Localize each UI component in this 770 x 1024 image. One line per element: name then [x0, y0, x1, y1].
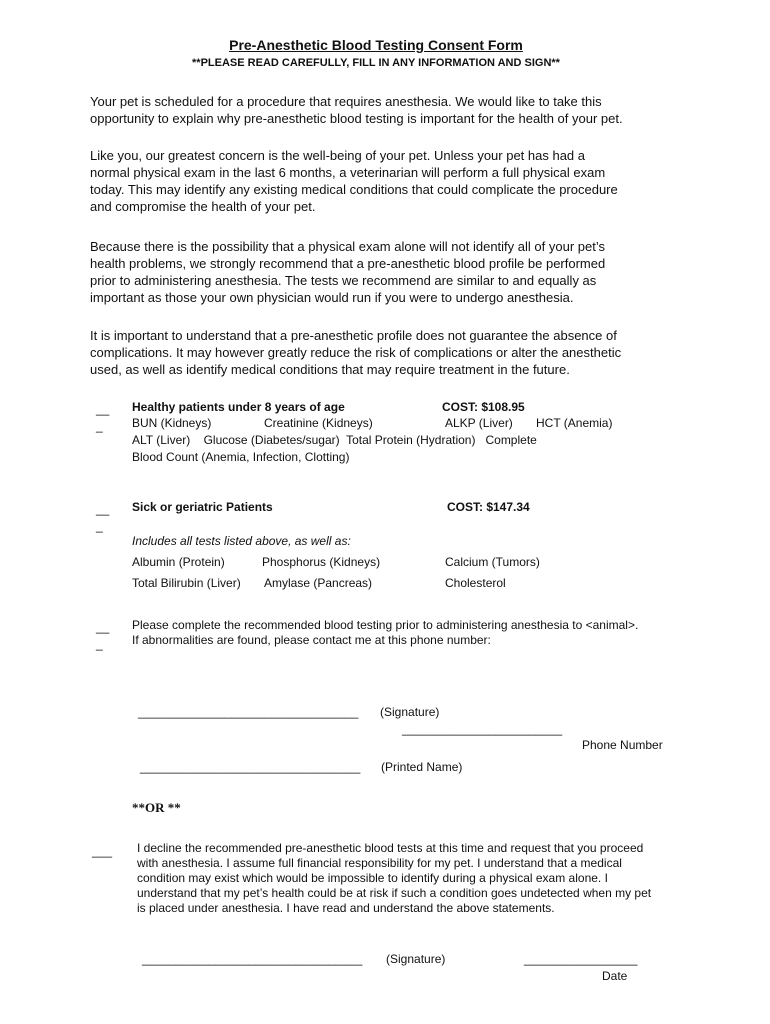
option-sick-cost: COST: $147.34: [447, 500, 530, 514]
test-alkp: ALKP (Liver): [445, 416, 513, 430]
date-line[interactable]: _________________: [524, 952, 638, 966]
signature-line[interactable]: _________________________________: [138, 705, 359, 719]
option-healthy-checkbox[interactable]: __ _: [96, 402, 110, 433]
decline-statement: I decline the recommended pre-anesthetic blood tests at this time and request that you proceed with anesthesia. I assume full financial responsibility for my pet. I understand that a medical condition may exist which would be impossible to identify during a physical exam alone. I understand that my pet’s health could be at risk if such a condition goes undetected when my pet is placed under anesthesia. I have read and understand the above statements.: [137, 841, 652, 915]
tests-line-2: ALT (Liver) Glucose (Diabetes/sugar) Total Protein (Hydration) Complete: [132, 433, 537, 447]
decline-signature-line[interactable]: _________________________________: [142, 952, 363, 966]
paragraph-intro: Your pet is scheduled for a procedure that requires anesthesia. We would like to take this opportunity to explain why pre-anesthetic blood testing is important for the health of your pet.: [90, 94, 623, 126]
test-bun: BUN (Kidneys): [132, 416, 212, 430]
paragraph-concern: Like you, our greatest concern is the well-being of your pet. Unless your pet has had a normal physical exam in the last 6 months, a veterinarian will perform a full physical exam today. This may identify any existing medical conditions that could complicate the procedure and compromise the health of your pet.: [90, 148, 618, 214]
page-title: Pre-Anesthetic Blood Testing Consent Form: [229, 37, 523, 53]
test-cholesterol: Cholesterol: [445, 576, 506, 590]
test-creatinine: Creatinine (Kidneys): [264, 416, 373, 430]
test-albumin: Albumin (Protein): [132, 555, 225, 569]
phone-line[interactable]: ________________________: [402, 722, 563, 736]
test-bilirubin: Total Bilirubin (Liver): [132, 576, 241, 590]
option-contact-checkbox[interactable]: __ _: [96, 620, 110, 651]
option-decline-checkbox[interactable]: ___: [92, 844, 113, 858]
option-sick-checkbox[interactable]: __ _: [96, 502, 110, 533]
tests-line-3: Blood Count (Anemia, Infection, Clotting): [132, 450, 350, 464]
or-separator: **OR **: [132, 800, 181, 815]
contact-line-2: If abnormalities are found, please contact me at this phone number:: [132, 633, 491, 647]
decline-signature-label: (Signature): [386, 952, 446, 966]
signature-label: (Signature): [380, 705, 440, 719]
option-sick-includes: Includes all tests listed above, as well as:: [132, 534, 351, 548]
test-amylase: Amylase (Pancreas): [264, 576, 373, 590]
printed-name-label: (Printed Name): [381, 760, 463, 774]
paragraph-disclaimer: It is important to understand that a pre-anesthetic profile does not guarantee the absence of complications. It may however greatly reduce the risk of complications or alter the anesthetic used, as well as identify medical conditions that may require treatment in the future.: [90, 328, 622, 377]
contact-line-1: Please complete the recommended blood testing prior to administering anesthesia to <animal>.: [132, 618, 639, 632]
printed-name-line[interactable]: _________________________________: [140, 760, 361, 774]
test-calcium: Calcium (Tumors): [445, 555, 540, 569]
date-label: Date: [602, 969, 628, 983]
test-hct: HCT (Anemia): [536, 416, 613, 430]
phone-label: Phone Number: [582, 738, 663, 752]
page-subtitle: **PLEASE READ CAREFULLY, FILL IN ANY INFORMATION AND SIGN**: [192, 57, 560, 69]
paragraph-recommendation: Because there is the possibility that a physical exam alone will not identify all of your pet’s health problems, we strongly recommend that a pre-anesthetic blood profile be performed prior to administering anesthesia. The tests we recommend are similar to and equally as important as those your own physician would run if you were to undergo anesthesia.: [90, 239, 606, 305]
option-sick-title: Sick or geriatric Patients: [132, 500, 273, 514]
option-healthy-title: Healthy patients under 8 years of age: [132, 400, 345, 414]
option-healthy-cost: COST: $108.95: [442, 400, 525, 414]
test-phosphorus: Phosphorus (Kidneys): [262, 555, 381, 569]
